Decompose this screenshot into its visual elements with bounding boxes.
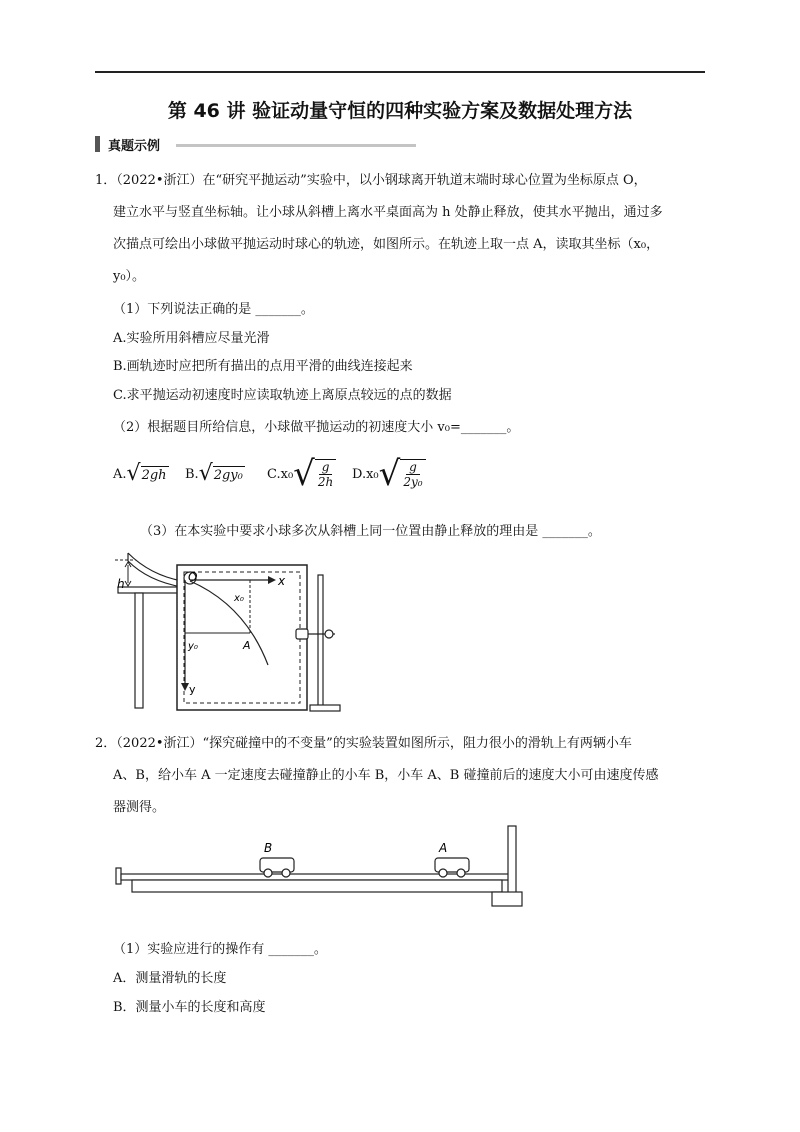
track xyxy=(121,874,511,880)
q1-line-1: 1．（2022•浙江）在“研究平抛运动”实验中，以小钢球离开轨道末端时球心位置为坐标原点 O， xyxy=(95,173,647,188)
q1-sub3: （3）在本实验中要求小球多次从斜槽上同一位置由静止释放的理由是 _______。 xyxy=(140,524,601,539)
label-A: A xyxy=(243,639,251,652)
table-top xyxy=(118,587,180,593)
table-leg xyxy=(135,593,143,708)
q1-sub2: （2）根据题目所给信息，小球做平抛运动的初速度大小 v₀=_______。 xyxy=(113,420,520,435)
q1-line-4: y₀）。 xyxy=(113,269,146,284)
q2-option-a: A．测量滑轨的长度 xyxy=(113,971,227,986)
q2-option-b: B．测量小车的长度和高度 xyxy=(113,1000,266,1015)
choice-a: A. √ 2gh xyxy=(113,461,167,486)
page-title: 第 46 讲 验证动量守恒的四种实验方案及数据处理方法 xyxy=(167,100,633,122)
stand-rod xyxy=(318,575,323,707)
choice-a-label: A. xyxy=(113,466,127,482)
choice-b: B. √ 2gy₀ xyxy=(185,461,243,486)
choice-b-label: B. xyxy=(185,466,199,482)
label-x0: x₀ xyxy=(234,593,244,604)
choice-c-label: C.x₀ xyxy=(267,466,294,482)
q1-sub1: （1）下列说法正确的是 _______。 xyxy=(113,302,314,317)
q1-option-b: B.画轨迹时应把所有描出的点用平滑的曲线连接起来 xyxy=(113,359,413,374)
choice-d: D.x₀ √ $\frac{g}{\text{2y₀}}$ xyxy=(352,457,426,491)
label-cart-B: B xyxy=(264,841,273,855)
label-x: x xyxy=(278,574,286,588)
board-frame xyxy=(177,565,307,710)
choice-c-numerator: g xyxy=(319,460,333,475)
q1-option-c: C.求平抛运动初速度时应读取轨迹上离原点较远的点的数据 xyxy=(113,388,452,403)
chute-lower-edge xyxy=(128,561,182,587)
choice-b-expr: 2gy₀ xyxy=(213,467,243,483)
choice-d-denominator: 2y₀ xyxy=(403,475,423,489)
q2-sub1: （1）实验应进行的操作有 _______。 xyxy=(113,942,327,957)
choice-d-numerator: g xyxy=(406,460,420,475)
label-y: y xyxy=(189,683,196,696)
projectile-apparatus-figure xyxy=(110,545,360,715)
label-cart-A: A xyxy=(439,841,448,855)
q2-line-1: 2．（2022•浙江）“探究碰撞中的不变量”的实验装置如图所示，阻力很小的滑轨上有两辆小车 xyxy=(95,736,632,751)
label-O: O xyxy=(188,570,198,584)
choice-d-label: D.x₀ xyxy=(352,466,379,482)
section-marker xyxy=(95,136,100,152)
choice-c-denominator: 2h xyxy=(317,475,334,489)
q1-line-2: 建立水平与竖直坐标轴。让小球从斜槽上离水平桌面高为 h 处静止释放，使其水平抛出，通过多 xyxy=(113,205,663,220)
choice-c: C.x₀ √ $\frac{g}{2h}$ xyxy=(267,457,336,491)
section-underline xyxy=(176,144,416,147)
section-title: 真题示例 xyxy=(108,139,161,154)
top-rule xyxy=(95,71,705,73)
chute-upper-edge xyxy=(128,553,182,581)
q1-option-a: A.实验所用斜槽应尽量光滑 xyxy=(113,331,270,346)
q2-line-2: A、B，给小车 A 一定速度去碰撞静止的小车 B，小车 A、B 碰撞前后的速度大小可由速度传感 xyxy=(113,768,659,783)
label-y0: y₀ xyxy=(188,641,198,652)
collision-track-figure xyxy=(110,822,530,912)
clamp xyxy=(296,629,308,639)
label-h: h xyxy=(117,577,125,591)
q1-line-3: 次描点可绘出小球做平抛运动时球心的轨迹，如图所示。在轨迹上取一点 A，读取其坐标（x₀， xyxy=(113,237,660,252)
q2-line-3: 器测得。 xyxy=(113,800,166,815)
choice-a-expr: 2gh xyxy=(141,467,167,483)
